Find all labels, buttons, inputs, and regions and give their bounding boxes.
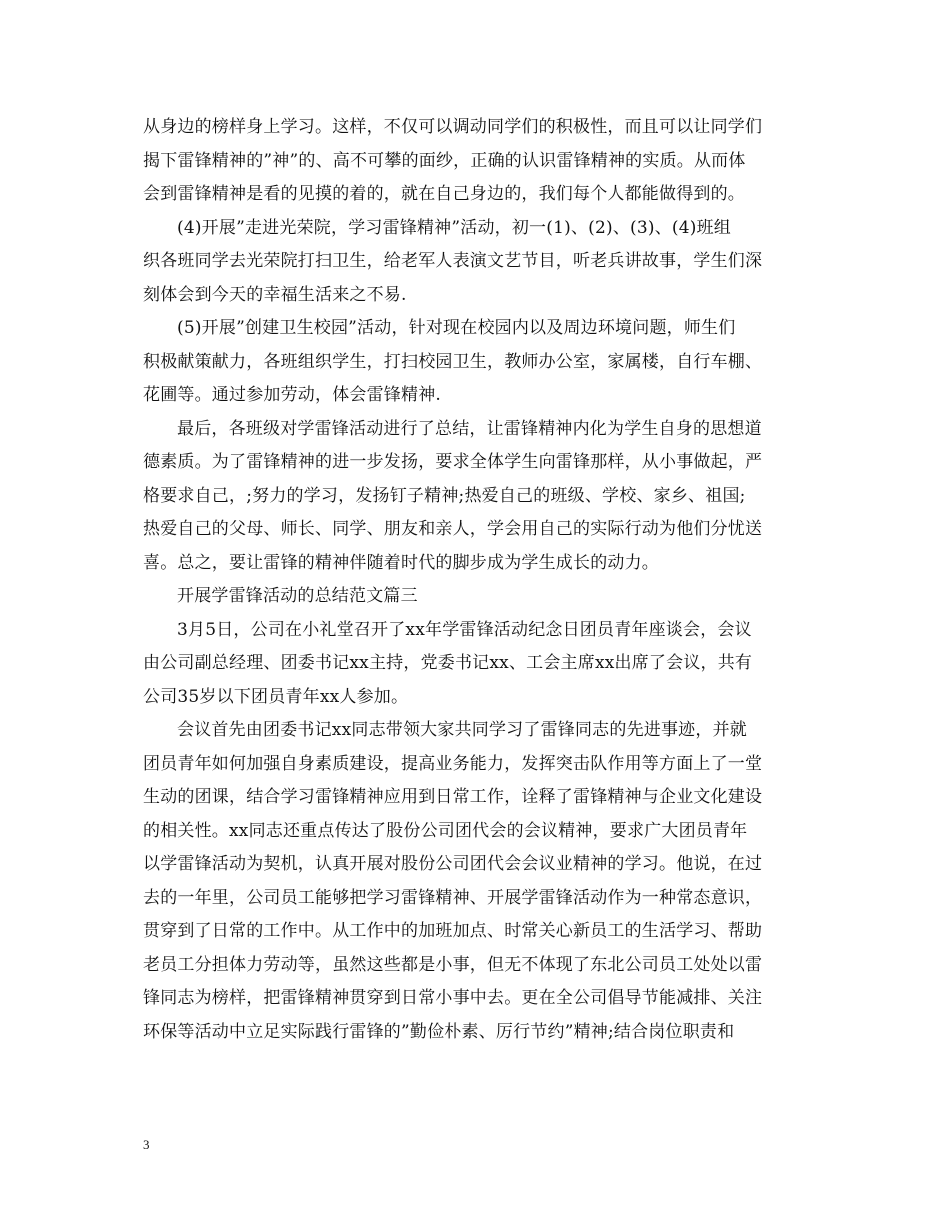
text-line: 格要求自己，;努力的学习，发扬钉子精神;热爱自己的班级、学校、家乡、祖国; — [143, 485, 746, 506]
text-line: 花圃等。通过参加劳动，体会雷锋精神. — [143, 385, 442, 405]
text-line: (5)开展”创建卫生校园”活动，针对现在校园内以及周边环境问题，师生们 — [177, 318, 736, 338]
text-line: 会议首先由团委书记xx同志带领大家共同学习了雷锋同志的先进事迹，并就 — [177, 720, 747, 740]
text-line: 揭下雷锋精神的”神”的、高不可攀的面纱，正确的认识雷锋精神的实质。从而体 — [143, 150, 746, 171]
text-line: 公司35岁以下团员青年xx人参加。 — [143, 686, 409, 707]
text-line: 热爱自己的父母、师长、同学、朋友和亲人，学会用自己的实际行动为他们分忧送 — [143, 519, 763, 539]
text-line: 积极献策献力，各班组织学生，打扫校园卫生，教师办公室，家属楼，自行车棚、 — [143, 351, 763, 372]
document-body — [143, 111, 815, 1049]
text-line: 3月5日，公司在小礼堂召开了xx年学雷锋活动纪念日团员青年座谈会，会议 — [177, 619, 752, 640]
text-line: 会到雷锋精神是看的见摸的着的，就在自己身边的，我们每个人都能做得到的。 — [143, 184, 745, 204]
text-line: 老员工分担体力劳动等，虽然这些都是小事，但无不体现了东北公司员工处处以雷 — [143, 954, 763, 975]
text-line: 最后，各班级对学雷锋活动进行了总结，让雷锋精神内化为学生自身的思想道 — [177, 418, 762, 439]
text-line: 去的一年里，公司员工能够把学习雷锋精神、开展学雷锋活动作为一种常态意识， — [143, 887, 763, 908]
page-number: 3 — [143, 1137, 150, 1152]
text-line: 生动的团课，结合学习雷锋精神应用到日常工作，诠释了雷锋精神与企业文化建设 — [143, 787, 763, 807]
text-line: 团员青年如何加强自身素质建设，提高业务能力，发挥突击队作用等方面上了一堂 — [143, 753, 763, 774]
text-line: 从身边的榜样身上学习。这样，不仅可以调动同学们的积极性，而且可以让同学们 — [143, 117, 763, 137]
text-line: 喜。总之，要让雷锋的精神伴随着时代的脚步成为学生成长的动力。 — [143, 552, 659, 573]
text-line: (4)开展”走进光荣院，学习雷锋精神”活动，初一(1)、(2)、(3)、(4)班组 — [177, 217, 731, 238]
text-line: 开展学雷锋活动的总结范文篇三 — [177, 586, 418, 606]
text-line: 织各班同学去光荣院打扫卫生，给老军人表演文艺节目，听老兵讲故事，学生们深 — [143, 251, 763, 271]
text-line: 的相关性。xx同志还重点传达了股份公司团代会的会议精神，要求广大团员青年 — [143, 820, 748, 841]
text-line: 环保等活动中立足实际践行雷锋的”勤俭朴素、厉行节约”精神;结合岗位职责和 — [143, 1021, 735, 1042]
text-line: 由公司副总经理、团委书记xx主持，党委书记xx、工会主席xx出席了会议，共有 — [143, 653, 753, 673]
text-line: 德素质。为了雷锋精神的进一步发扬，要求全体学生向雷锋那样，从小事做起，严 — [143, 452, 763, 472]
text-line: 以学雷锋活动为契机，认真开展对股份公司团代会会议业精神的学习。他说，在过 — [143, 854, 763, 874]
text-line: 刻体会到今天的幸福生活来之不易. — [143, 284, 407, 305]
text-line: 贯穿到了日常的工作中。从工作中的加班加点、时常关心新员工的生活学习、帮助 — [143, 921, 763, 941]
text-line: 锋同志为榜样，把雷锋精神贯穿到日常小事中去。更在全公司倡导节能减排、关注 — [143, 988, 763, 1008]
